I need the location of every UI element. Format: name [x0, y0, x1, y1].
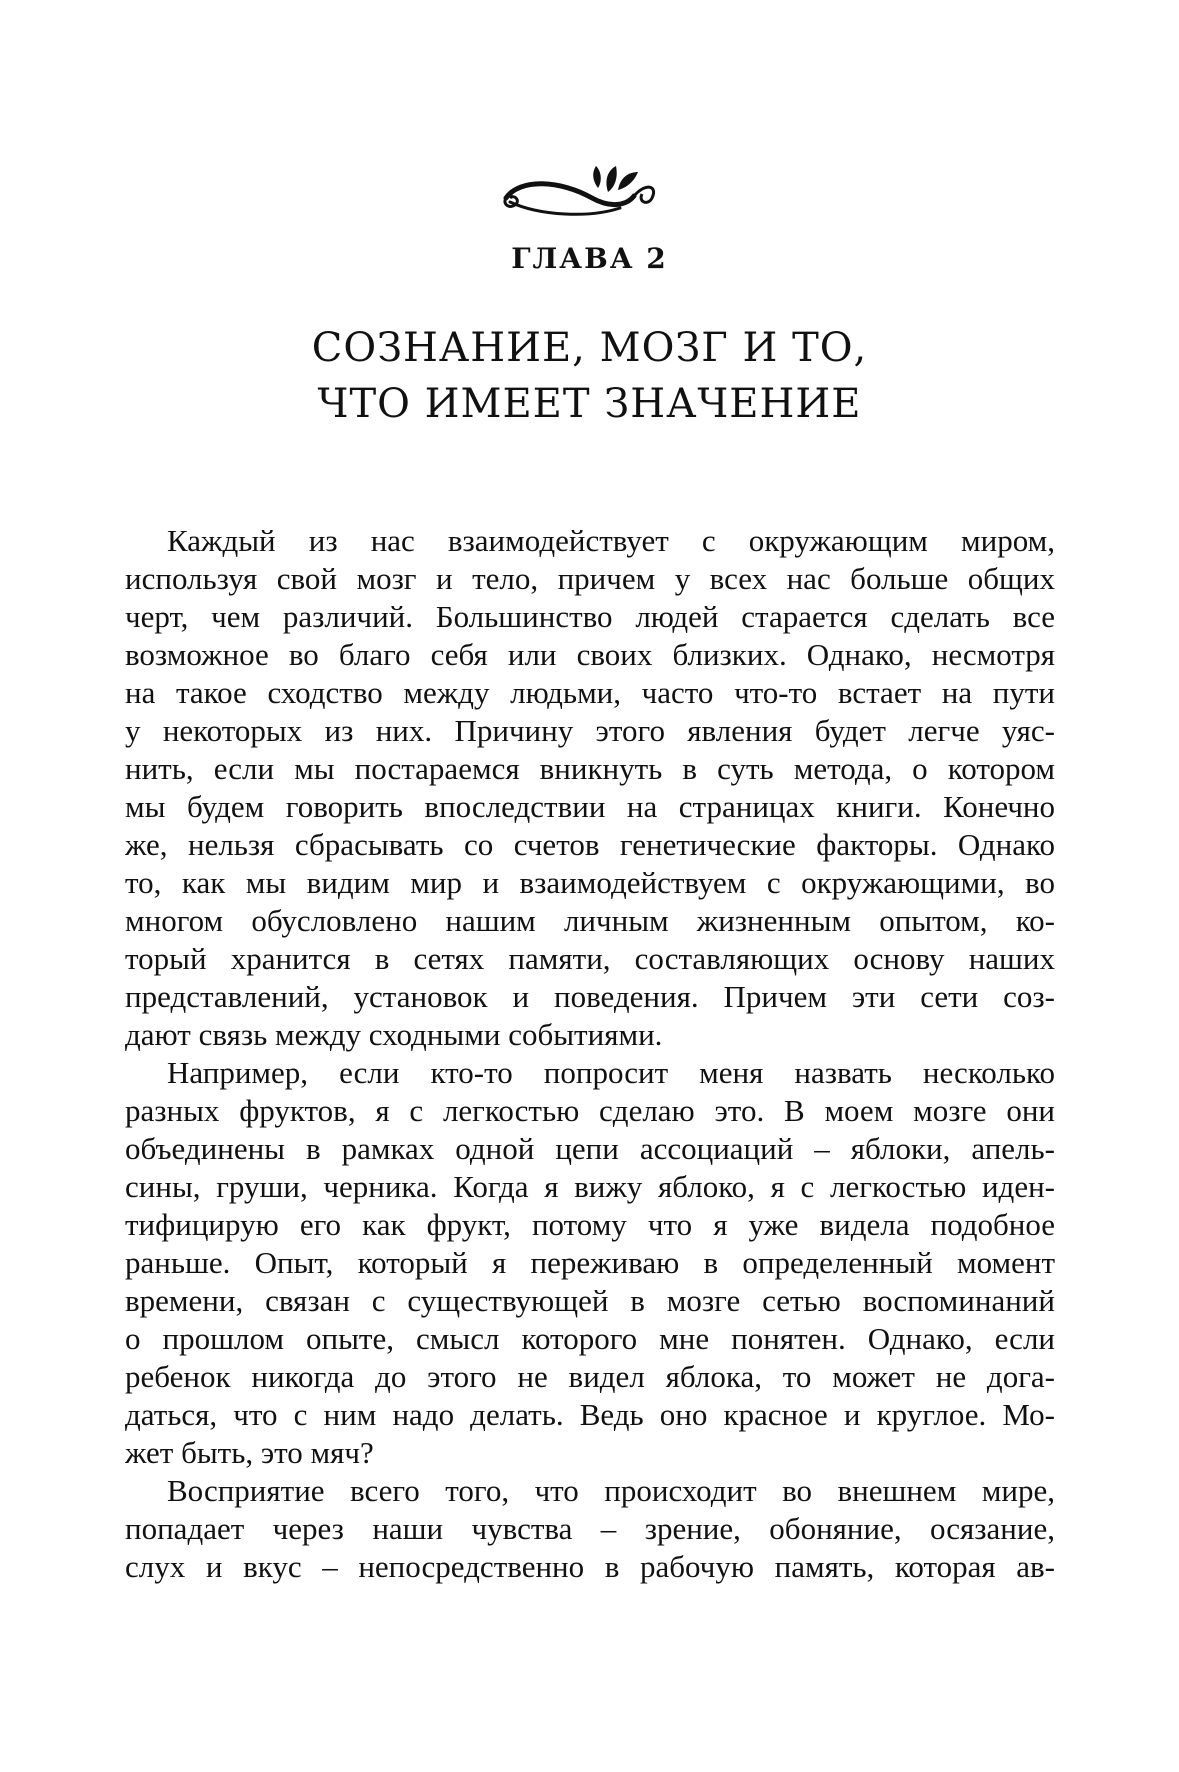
text-line: дают связь между сходными событиями. [125, 1017, 663, 1052]
text-line: объединены в рамках одной цепи ассоциаций – яблоки, апель- [125, 1131, 1055, 1166]
text-line: Восприятие всего того, что происходит во внешнем мире, [167, 1473, 1055, 1508]
text-line: же, нельзя сбрасывать со счетов генетические факторы. Однако [125, 827, 1055, 862]
text-line: на такое сходство между людьми, часто что-то встает на пути [125, 675, 1055, 710]
text-line: представлений, установок и поведения. Причем эти сети соз- [125, 979, 1055, 1014]
text-line: времени, связан с существующей в мозге сетью воспоминаний [125, 1283, 1055, 1318]
chapter-title [0, 320, 1179, 432]
text-line: то, как мы видим мир и взаимодействуем с окружающими, во [125, 865, 1055, 900]
body-text [125, 522, 1055, 1586]
text-line: сины, груши, черника. Когда я вижу яблоко, я с легкостью иден- [125, 1169, 1055, 1204]
text-line: Например, если кто-то попросит меня назвать несколько [167, 1055, 1055, 1090]
chapter-title-line: ЧТО ИМЕЕТ ЗНАЧЕНИЕ [317, 381, 862, 427]
text-line: разных фруктов, я с легкостью сделаю это. В моем мозге они [125, 1093, 1055, 1128]
text-line: торый хранится в сетях памяти, составляющих основу наших [125, 941, 1055, 976]
text-line: многом обусловлено нашим личным жизненным опытом, ко- [125, 903, 1055, 938]
text-line: о прошлом опыте, смысл которого мне понятен. Однако, если [125, 1321, 1055, 1356]
text-line: у некоторых из них. Причину этого явления будет легче уяс- [125, 713, 1055, 748]
text-line: тифицирую его как фрукт, потому что я уже видела подобное [125, 1207, 1055, 1242]
text-line: черт, чем различий. Большинство людей старается сделать все [125, 599, 1055, 634]
text-line: мы будем говорить впоследствии на страницах книги. Конечно [125, 789, 1055, 824]
text-line: раньше. Опыт, который я переживаю в определенный момент [125, 1245, 1055, 1280]
text-line: используя свой мозг и тело, причем у всех нас больше общих [125, 561, 1055, 596]
text-line: ребенок никогда до этого не видел яблока, то может не дога- [125, 1359, 1055, 1394]
chapter-label: ГЛАВА 2 [511, 242, 668, 275]
text-line: жет быть, это мяч? [125, 1435, 374, 1470]
text-line: даться, что с ним надо делать. Ведь оно красное и круглое. Мо- [125, 1397, 1055, 1432]
text-line: Каждый из нас взаимодействует с окружающим миром, [167, 523, 1055, 558]
text-line: попадает через наши чувства – зрение, обоняние, осязание, [125, 1511, 1055, 1546]
floral-flourish-icon [500, 158, 660, 220]
chapter-title-line: СОЗНАНИЕ, МОЗГ И ТО, [311, 325, 868, 371]
text-line: слух и вкус – непосредственно в рабочую память, которая ав- [125, 1549, 1055, 1584]
text-line: нить, если мы постараемся вникнуть в суть метода, о котором [125, 751, 1055, 786]
text-line: возможное во благо себя или своих близких. Однако, несмотря [125, 637, 1055, 672]
